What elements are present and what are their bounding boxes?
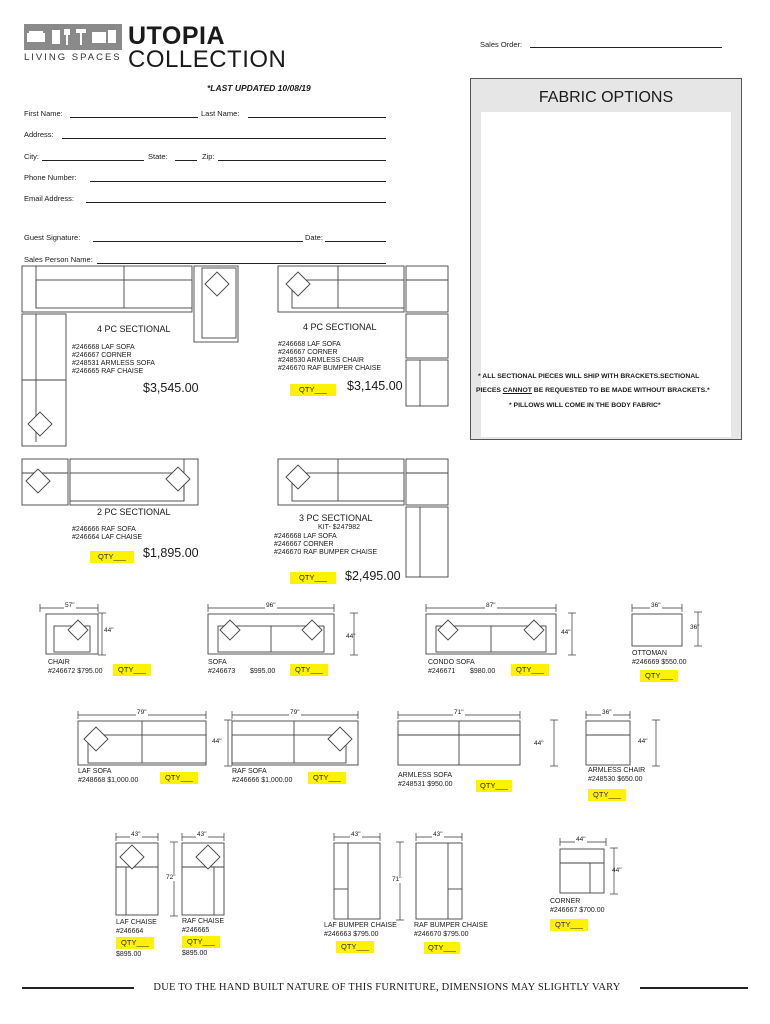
corner-qty[interactable]: QTY___ (550, 919, 588, 931)
furniture-icon (24, 24, 122, 50)
sectional-3-price: $1,895.00 (143, 546, 199, 560)
sectional-4-items (274, 533, 377, 557)
raf-bumper-diagram (416, 843, 462, 919)
laf-bumper-qty[interactable]: QTY___ (336, 941, 374, 953)
first-name-label: First Name: (24, 109, 63, 118)
condo-width-label: 87" (486, 602, 496, 609)
laf-sofa-diagram (78, 721, 206, 765)
armless-sofa-height-dim (550, 720, 558, 766)
sectional-3-diagram (22, 459, 198, 505)
sectional-4-kit: KIT- $247982 (318, 524, 361, 531)
sales-person-label: Sales Person Name: (24, 255, 93, 264)
fabric-options-panel (470, 78, 742, 440)
chair-qty[interactable]: QTY___ (113, 664, 151, 676)
signature-label: Guest Signature: (24, 233, 81, 242)
sectional-3-qty[interactable]: QTY___ (90, 551, 134, 563)
ottoman-height-label: 36" (690, 624, 700, 631)
armless-chair-height-dim (652, 720, 660, 766)
laf-bumper-sku-price: #246663 $795.00 (324, 931, 379, 938)
corner-diagram (560, 849, 604, 893)
brackets-note-post: BE REQUESTED TO BE MADE WITHOUT BRACKETS.* (531, 387, 710, 394)
sectional-3-item: #246666 RAF SOFA (72, 526, 136, 533)
sofa-diagram (208, 614, 334, 654)
laf-chaise-name: LAF CHAISE (116, 919, 157, 926)
sectional-2-item: #246667 CORNER (278, 349, 338, 356)
ottoman-diagram (632, 614, 682, 646)
raf-sofa-name: RAF SOFA (232, 768, 267, 775)
laf-bumper-name: LAF BUMPER CHAISE (324, 922, 397, 929)
corner-name: CORNER (550, 898, 581, 905)
sectional-3-title: 2 PC SECTIONAL (97, 507, 171, 517)
armless-chair-width-label: 36" (602, 709, 612, 716)
sectional-1-items (72, 344, 155, 376)
phone-field[interactable] (90, 181, 386, 182)
fabric-options-title: FABRIC OPTIONS (538, 89, 674, 106)
chair-diagram (46, 614, 98, 654)
armless-chair-diagram (586, 721, 630, 765)
last-name-field[interactable] (248, 117, 386, 118)
city-label: City: (24, 152, 39, 161)
sectional-1-title: 4 PC SECTIONAL (97, 324, 171, 334)
laf-chaise-width-label: 43" (131, 831, 141, 838)
armless-chair-name: ARMLESS CHAIR (588, 767, 646, 774)
sectional-2-items (278, 341, 381, 373)
corner-height-label: 44" (612, 867, 622, 874)
chair-width-label: 57" (65, 602, 75, 609)
email-label: Email Address: (24, 194, 75, 203)
sectional-4-item: #246670 RAF BUMPER CHAISE (274, 549, 378, 556)
email-field[interactable] (86, 202, 386, 203)
laf-chaise-price: $895.00 (116, 951, 142, 958)
brackets-note-line1: * ALL SECTIONAL PIECES WILL SHIP WITH BRACKETS.SECTIONAL (478, 373, 700, 380)
raf-sofa-height-dim (224, 720, 232, 766)
ottoman-width-label: 36" (651, 602, 661, 609)
raf-sofa-diagram (232, 721, 358, 765)
date-field[interactable] (325, 241, 386, 242)
laf-chaise-diagram (116, 843, 158, 915)
sofa-height-label: 44" (346, 633, 356, 640)
raf-chaise-diagram (182, 843, 224, 915)
raf-bumper-name: RAF BUMPER CHAISE (414, 922, 488, 929)
sectional-2-price: $3,145.00 (347, 379, 403, 393)
armless-sofa-name: ARMLESS SOFA (398, 772, 453, 779)
sofa-name: SOFA (208, 659, 227, 666)
sales-order-field[interactable] (530, 47, 722, 48)
brackets-note-cannot: CANNOT (502, 387, 532, 394)
raf-chaise-sku: #246665 (182, 927, 210, 934)
corner-sku-price: #246667 $700.00 (550, 907, 605, 914)
first-name-field[interactable] (70, 117, 198, 118)
brand-title: UTOPIA (128, 22, 225, 50)
zip-label: Zip: (202, 152, 215, 161)
armless-sofa-diagram (398, 721, 520, 765)
chair-sku-price: #246672 $795.00 (48, 668, 103, 675)
sectional-2-item: #248530 ARMLESS CHAIR (278, 357, 364, 364)
sectional-1-item: #246667 CORNER (72, 352, 132, 359)
footer-rule-left (22, 987, 134, 989)
brand-collection: COLLECTION (128, 46, 287, 73)
chair-height-label: 44" (104, 627, 114, 634)
brand-logo (24, 22, 287, 76)
condo-name: CONDO SOFA (428, 659, 475, 666)
raf-chaise-qty[interactable]: QTY___ (182, 936, 220, 948)
laf-sofa-name: LAF SOFA (78, 768, 112, 775)
sectional-4-qty[interactable]: QTY___ (290, 572, 336, 584)
sofa-qty[interactable]: QTY___ (290, 664, 328, 676)
laf-chaise-sku: #246664 (116, 928, 144, 935)
footer-disclaimer: DUE TO THE HAND BUILT NATURE OF THIS FURNITURE, DIMENSIONS MAY SLIGHTLY VARY (153, 982, 621, 993)
laf-sofa-sku-price: #248668 $1,000.00 (78, 777, 139, 784)
sectional-3-items (72, 526, 142, 542)
sectional-4-item: #246668 LAF SOFA (274, 533, 337, 540)
brackets-note-line2 (476, 387, 710, 395)
armless-chair-qty[interactable]: QTY___ (588, 789, 626, 801)
sectional-1-item: #246665 RAF CHAISE (72, 368, 144, 375)
armless-chair-sku-price: #248530 $650.00 (588, 776, 643, 783)
zip-field[interactable] (218, 160, 386, 161)
raf-sofa-qty[interactable]: QTY___ (308, 772, 346, 784)
sectional-4-price: $2,495.00 (345, 569, 401, 583)
laf-bumper-width-label: 43" (351, 831, 361, 838)
sectional-2-qty[interactable]: QTY___ (290, 384, 336, 396)
condo-diagram (426, 614, 556, 654)
sectional-4-title: 3 PC SECTIONAL (299, 513, 373, 523)
sectional-4-item: #246667 CORNER (274, 541, 334, 548)
raf-bumper-width-label: 43" (433, 831, 443, 838)
raf-sofa-sku-price: #246666 $1,000.00 (232, 777, 293, 784)
condo-qty[interactable]: QTY___ (511, 664, 549, 676)
raf-bumper-height-label: 71" (392, 876, 402, 883)
state-field[interactable] (175, 160, 197, 161)
raf-bumper-qty[interactable]: QTY___ (424, 942, 460, 954)
laf-bumper-diagram (334, 843, 380, 919)
pillows-note: * PILLOWS WILL COME IN THE BODY FABRIC* (509, 402, 661, 409)
raf-bumper-sku-price: #246670 $795.00 (414, 931, 469, 938)
sales-person-field[interactable] (97, 263, 386, 264)
armless-sofa-width-label: 71" (454, 709, 464, 716)
sectional-1-price: $3,545.00 (143, 381, 199, 395)
raf-chaise-height-label: 72" (166, 874, 176, 881)
sales-order-label: Sales Order: (480, 40, 523, 49)
raf-chaise-width-label: 43" (197, 831, 207, 838)
sectional-3-item: #246664 LAF CHAISE (72, 534, 143, 541)
chair-height-dim (98, 613, 106, 655)
phone-label: Phone Number: (24, 173, 77, 182)
ottoman-sku-price: #246669 $550.00 (632, 659, 687, 666)
brand-subtitle: LIVING SPACES (24, 52, 122, 63)
address-field[interactable] (62, 138, 386, 139)
armless-sofa-height-label: 44" (534, 740, 544, 747)
raf-sofa-height-label: 44" (212, 738, 222, 745)
laf-chaise-qty[interactable]: QTY___ (116, 937, 154, 949)
sectional-2-item: #246670 RAF BUMPER CHAISE (278, 365, 382, 372)
sectional-2-title: 4 PC SECTIONAL (303, 322, 377, 332)
signature-field[interactable] (93, 241, 303, 242)
raf-chaise-price: $895.00 (182, 950, 208, 957)
sectional-1-item: #248531 ARMLESS SOFA (72, 360, 155, 367)
sectional-2-item: #246668 LAF SOFA (278, 341, 341, 348)
corner-width-label: 44" (576, 836, 586, 843)
sofa-price: $995.00 (250, 668, 276, 675)
condo-price: $980.00 (470, 668, 496, 675)
footer-rule-right (640, 987, 748, 989)
armless-chair-height-label: 44" (638, 738, 648, 745)
brackets-note-pre: PIECES (476, 387, 503, 394)
condo-sku: #246671 (428, 668, 456, 675)
raf-sofa-width-label: 79" (290, 709, 300, 716)
armless-sofa-qty[interactable]: QTY___ (476, 780, 512, 792)
sofa-width-label: 96" (266, 602, 276, 609)
address-label: Address: (24, 130, 54, 139)
laf-sofa-qty[interactable]: QTY___ (160, 772, 198, 784)
chair-name: CHAIR (48, 659, 70, 666)
city-field[interactable] (42, 160, 144, 161)
sofa-sku: #246673 (208, 668, 236, 675)
ottoman-qty[interactable]: QTY___ (640, 670, 678, 682)
ottoman-name: OTTOMAN (632, 650, 667, 657)
state-label: State: (148, 152, 168, 161)
last-updated: *LAST UPDATED 10/08/19 (207, 83, 311, 93)
laf-sofa-width-label: 79" (137, 709, 147, 716)
armless-sofa-sku-price: #248531 $950.00 (398, 781, 453, 788)
date-label: Date: (305, 233, 323, 242)
last-name-label: Last Name: (201, 109, 240, 118)
raf-chaise-name: RAF CHAISE (182, 918, 225, 925)
sectional-1-item: #246668 LAF SOFA (72, 344, 135, 351)
condo-height-label: 44" (561, 629, 571, 636)
